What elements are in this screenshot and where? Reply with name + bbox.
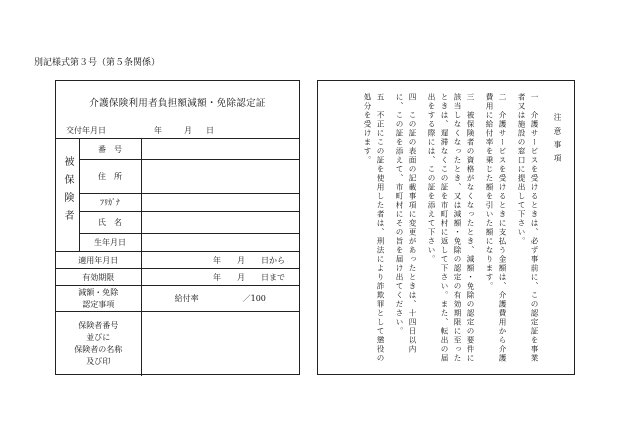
furigana-label: ﾌﾘｶﾞﾅ bbox=[79, 194, 141, 212]
note-item: 四 この証の表面の記載事項に変更があったときは、十四日以内に、この証を添えて、市町村にその旨を届け出てください。 bbox=[395, 93, 417, 354]
reduction-label-line1: 減額・免除 bbox=[78, 287, 119, 297]
notes-heading: 注意事項 bbox=[553, 113, 562, 168]
note-item: 三 被保険者の資格がなくなったとき、減額・免除の認定の要件に該当しなくなったとき、又は減額・免除の認定の有効期限に至ったときは、遅滞なくこの証を市町村に返して下さい。また、転出の届出をする際には、この証を添えて下さい。 bbox=[427, 93, 475, 363]
note-item: 五 不正にこの証を使用した者は、刑法により詐欺罪として懲役の処分を受けます。 bbox=[363, 93, 385, 363]
valid-period-label: 有効期限 bbox=[56, 269, 141, 286]
certificate-front bbox=[55, 80, 300, 375]
birth-date-label: 生年月日 bbox=[79, 234, 141, 252]
insured-label: 被保険者 bbox=[62, 155, 73, 228]
issue-month: 月 bbox=[184, 126, 192, 135]
insurer-label-line3: 保険者の名称 bbox=[74, 344, 123, 354]
valid-period-value: 年 月 日まで bbox=[141, 269, 299, 286]
insurer-field bbox=[141, 312, 299, 376]
benefit-rate-label: 給付率 bbox=[174, 294, 199, 303]
apply-date-value: 年 月 日から bbox=[141, 252, 299, 269]
address-field bbox=[141, 160, 299, 194]
issue-date-label: 交付年月日 bbox=[66, 126, 106, 135]
reduction-label-line2: 認定事項 bbox=[82, 299, 115, 309]
birth-date-field bbox=[141, 234, 299, 252]
name-field bbox=[141, 212, 299, 234]
benefit-rate-cell bbox=[141, 286, 299, 312]
name-label: 氏 名 bbox=[79, 212, 141, 234]
number-label: 番 号 bbox=[79, 139, 141, 160]
furigana-field bbox=[141, 194, 299, 212]
notes-block bbox=[355, 93, 564, 365]
issue-year: 年 bbox=[154, 126, 162, 135]
insurer-label-line4: 及び印 bbox=[86, 356, 111, 366]
insurer-label-line1: 保険者番号 bbox=[78, 320, 119, 330]
benefit-rate-value: ／100 bbox=[242, 294, 266, 303]
issue-day: 日 bbox=[206, 126, 214, 135]
number-field bbox=[141, 139, 299, 160]
note-item: 一 介護サービスを受けるときは、必ず事前に、この認定証を事業者又は施設の窓口に提出して下さい。 bbox=[517, 93, 539, 363]
insurer-label bbox=[56, 312, 141, 376]
apply-date-label: 適用年月日 bbox=[56, 252, 141, 269]
certificate-table bbox=[56, 138, 299, 376]
certificate-back bbox=[317, 80, 575, 375]
insurer-label-line2: 並びに bbox=[86, 332, 111, 342]
insured-person-header bbox=[56, 139, 79, 252]
address-label: 住 所 bbox=[79, 160, 141, 194]
reduction-label bbox=[56, 286, 141, 312]
document-label: 別記様式第３号（第５条関係） bbox=[34, 58, 161, 68]
note-item: 二 介護サービスを受けるときに支払う金額は、介護費用から介護費用に給付率を乗じた額を引いた額になります。 bbox=[485, 93, 507, 363]
certificate-title: 介護保険利用者負担額減額・免除認定証 bbox=[89, 98, 266, 109]
